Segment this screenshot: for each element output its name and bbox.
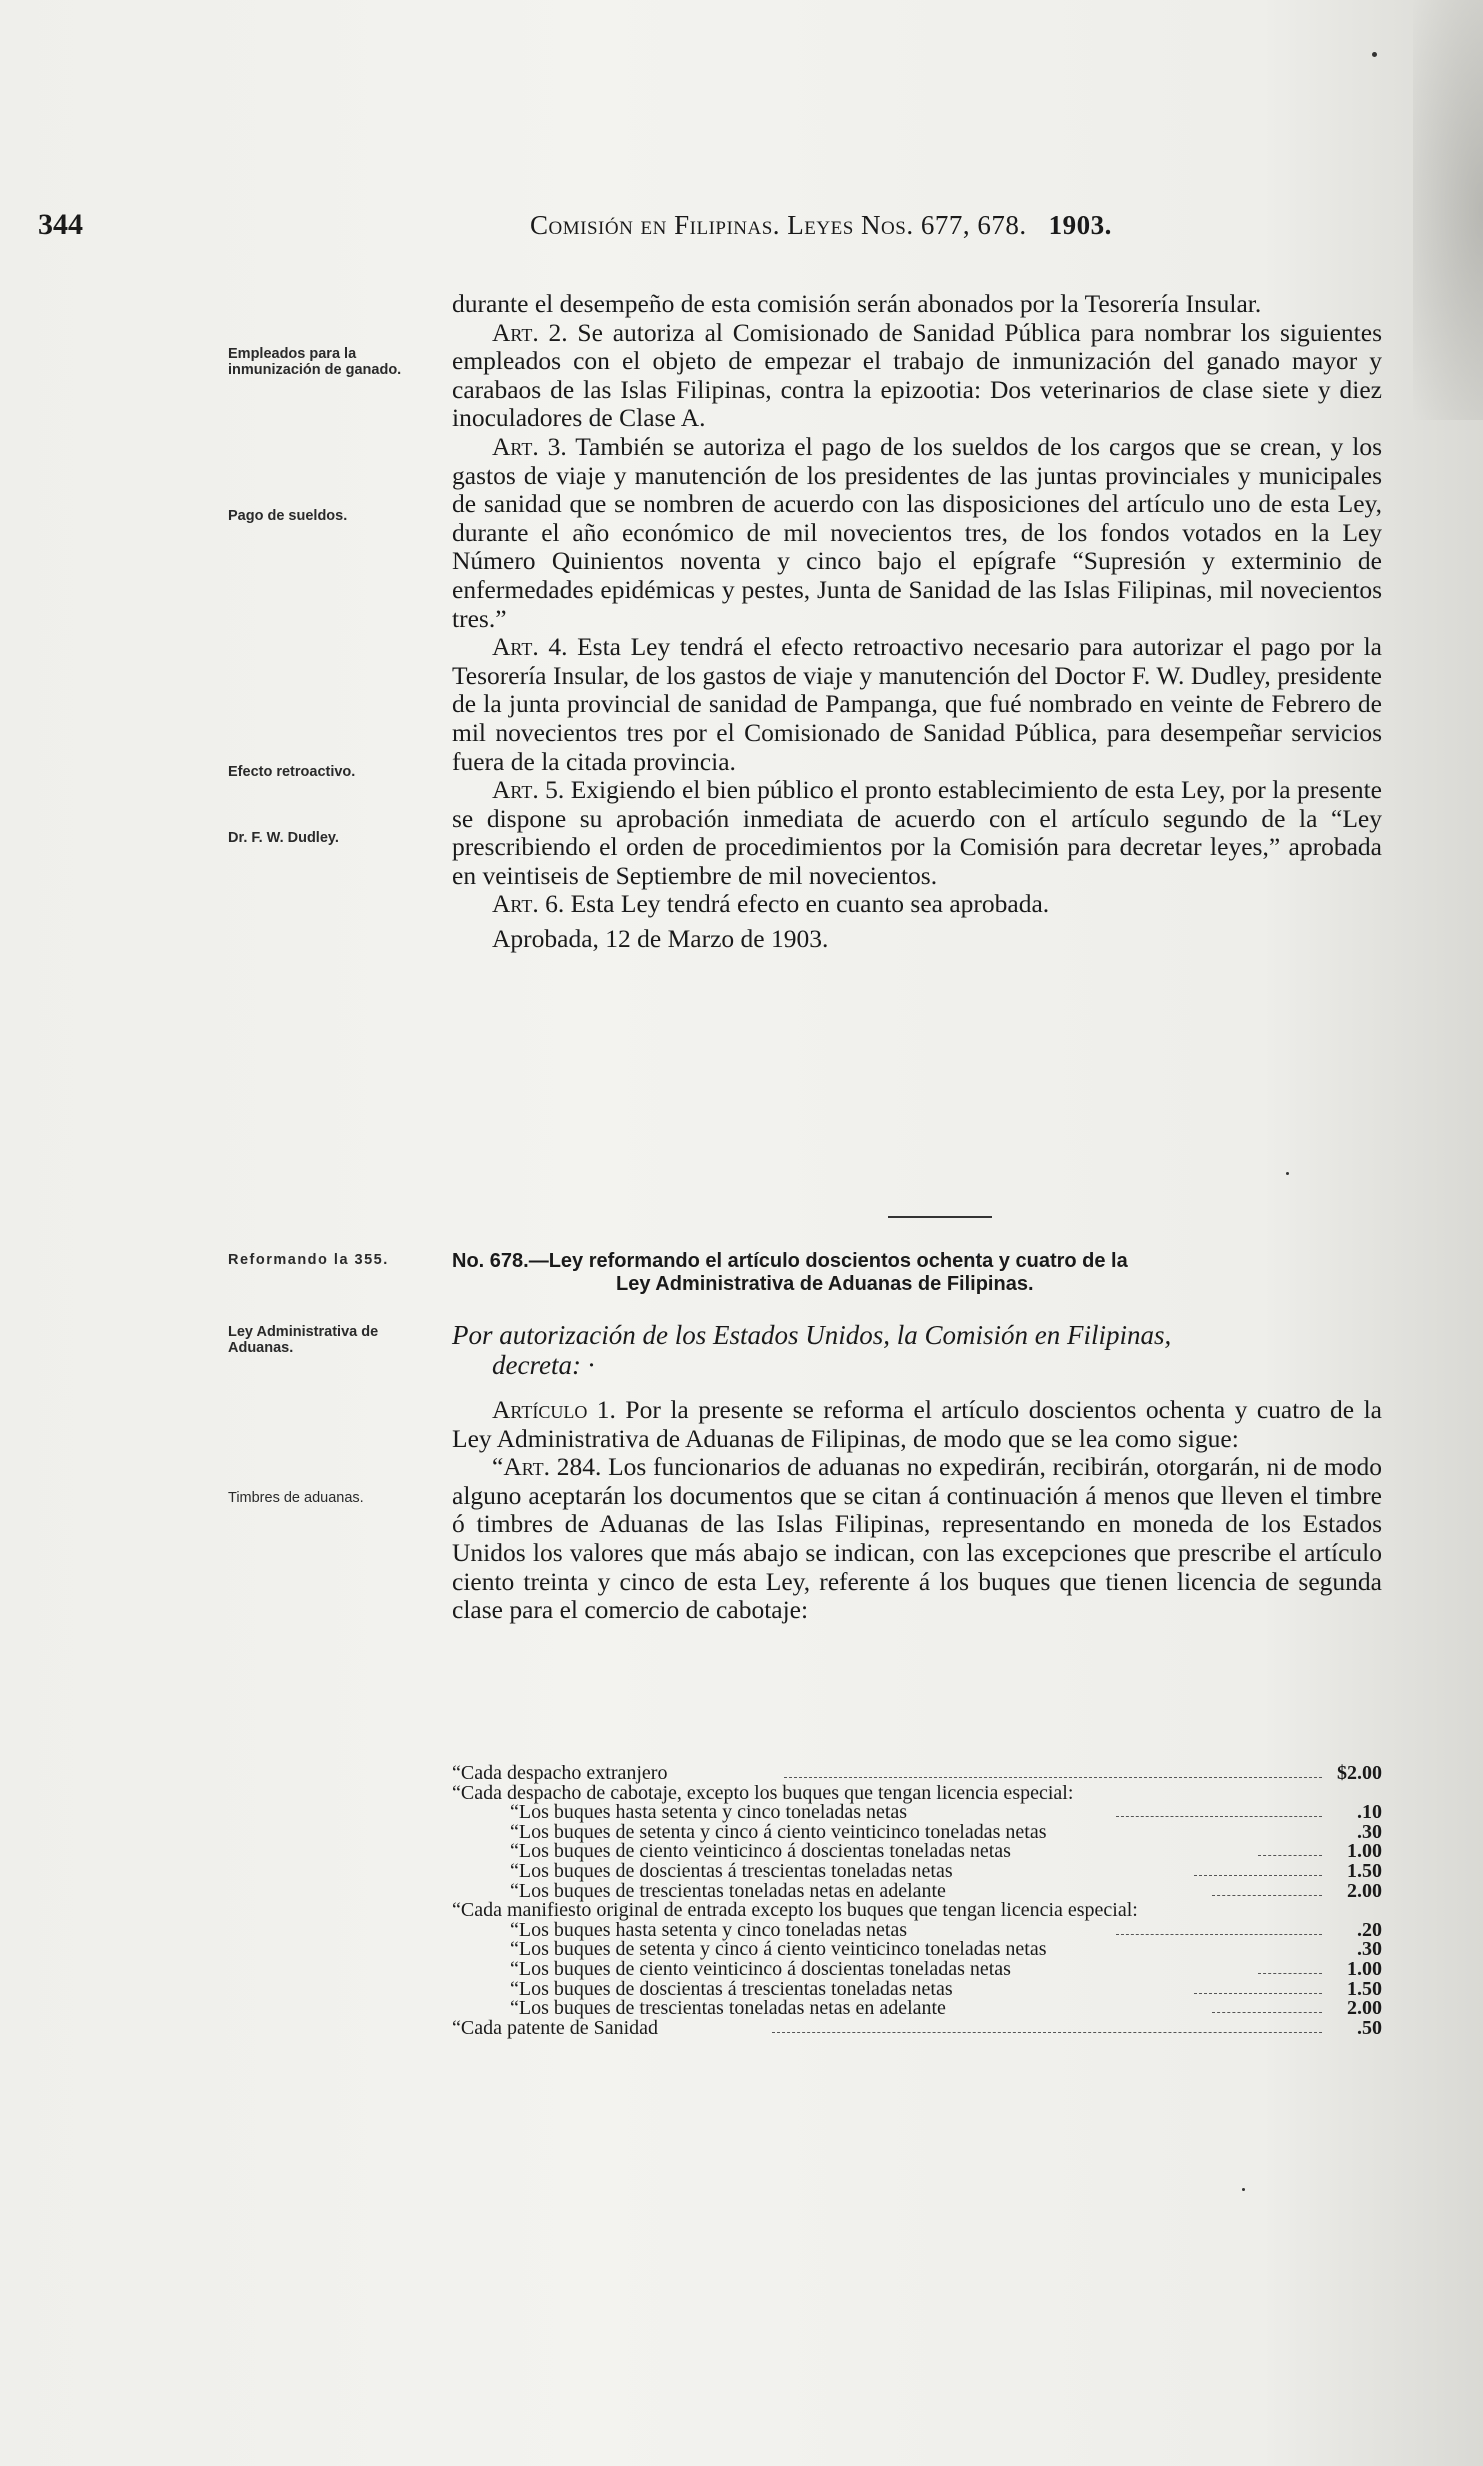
art-5-label: Art. 5. <box>492 775 565 805</box>
tariff-label: “Los buques de trescientas toneladas netas en adelante <box>510 1997 946 2020</box>
tariff-amount: 1.00 <box>1347 1840 1382 1863</box>
paragraph-art-4 <box>452 633 1382 776</box>
scan-speck <box>1286 1172 1289 1175</box>
tariff-label: “Los buques hasta setenta y cinco toneladas netas <box>510 1801 908 1824</box>
art-6-text: Esta Ley tendrá efecto en cuanto sea aprobada. <box>570 889 1050 919</box>
body-text-ley-678 <box>452 1396 1382 1625</box>
tariff-amount: .30 <box>1357 1820 1382 1843</box>
leader-dots <box>1116 1816 1322 1817</box>
paragraph-art-3 <box>452 433 1382 633</box>
paragraph-art-5 <box>452 776 1382 890</box>
leader-dots <box>784 1777 1322 1778</box>
tariff-heading-manifiesto <box>452 1901 1382 1921</box>
tariff-amount: 1.50 <box>1347 1859 1382 1882</box>
tariff-row <box>452 1999 1382 2019</box>
paragraph-art-6 <box>452 890 1382 919</box>
paragraph-art-284 <box>452 1453 1382 1625</box>
scan-shadow <box>1413 0 1483 420</box>
leader-dots <box>1212 2012 1322 2013</box>
art-3-label: Art. 3. <box>492 431 567 461</box>
paragraph-art-2 <box>452 319 1382 433</box>
sidenote-timbres: Timbres de aduanas. <box>228 1490 364 1506</box>
leader-dots <box>1194 1993 1322 1994</box>
tariff-label: “Los buques de doscientas á trescientas toneladas netas <box>510 1977 953 2000</box>
sidenote-empleados: Empleados para la inmunización de ganado. <box>228 346 402 378</box>
tariff-amount: .30 <box>1357 1938 1382 1961</box>
running-title-text: Comisión en Filipinas. Leyes Nos. 677, 678. <box>530 210 1027 240</box>
scan-speck <box>1372 52 1377 57</box>
tariff-amount: .20 <box>1357 1918 1382 1941</box>
leader-dots <box>1212 1895 1322 1896</box>
sidenote-reformando: Reformando la 355. <box>228 1252 389 1268</box>
tariff-label: “Los buques de ciento veinticinco á doscientas toneladas netas <box>510 1840 1011 1863</box>
tariff-label: “Los buques de doscientas á trescientas toneladas netas <box>510 1859 953 1882</box>
tariff-amount: .10 <box>1357 1801 1382 1824</box>
tariff-row <box>452 1803 1382 1823</box>
tariff-amount: 2.00 <box>1347 1997 1382 2020</box>
body-text-ley-677 <box>452 290 1382 954</box>
tariff-amount: 1.50 <box>1347 1977 1382 2000</box>
scan-speck <box>1242 2188 1245 2191</box>
page-number: 344 <box>38 208 83 241</box>
decree-line1: Por autorización de los Estados Unidos, la Comisión en Filipinas, <box>452 1320 1172 1350</box>
tariff-label: “Cada despacho extranjero <box>452 1762 668 1784</box>
act-678-title <box>452 1250 1382 1296</box>
tariff-row <box>452 1957 1382 1980</box>
approval-date: Aprobada, 12 de Marzo de 1903. <box>492 924 829 954</box>
running-title <box>530 210 1112 241</box>
tariff-amount: 2.00 <box>1347 1879 1382 1902</box>
section-divider <box>888 1216 992 1218</box>
act-678-title-line2: Ley Administrativa de Aduanas de Filipinas. <box>616 1273 1034 1295</box>
leader-dots <box>772 2032 1322 2033</box>
sidenote-ley-admin: Ley Administrativa de Aduanas. <box>228 1324 379 1356</box>
paragraph-articulo-1 <box>452 1396 1382 1453</box>
leader-dots <box>1258 1973 1322 1974</box>
stamp-tariff-table <box>452 1764 1382 2038</box>
decree-formula <box>452 1320 1382 1380</box>
tariff-row <box>452 1859 1382 1882</box>
art-284-label: “Art. 284. <box>492 1452 602 1482</box>
tariff-row-patente <box>452 2016 1382 2039</box>
act-678-title-line1: No. 678.—Ley reformando el artículo doscientos ochenta y cuatro de la <box>452 1250 1128 1272</box>
sidenote-pago: Pago de sueldos. <box>228 508 348 524</box>
tariff-amount: .50 <box>1357 2016 1382 2039</box>
leader-dots <box>1194 1875 1322 1876</box>
art-4-label: Art. 4. <box>492 632 568 662</box>
sidenote-efecto: Efecto retroactivo. <box>228 764 356 780</box>
tariff-amount: 1.00 <box>1347 1957 1382 1980</box>
art-6-label: Art. 6. <box>492 889 565 919</box>
art-3-text: También se autoriza el pago de los sueldos de los cargos que se crean, y los gastos de viaje y manutención de los presidentes de las juntas provinciales y municipales de sanidad que se nombren de acuerdo con las disposiciones del artículo uno de esta Ley, durante el año económico de mil novecientos tres, de los fondos votados en la Ley Número Quinientos noventa y cinco bajo el epígrafe “Supresión y exterminio de enfermedades epidémicas y pestes, Junta de Sanidad de las Islas Filipinas, mil novecientos tres.” <box>452 431 1382 633</box>
tariff-label: “Los buques hasta setenta y cinco toneladas netas <box>510 1918 908 1941</box>
tariff-label: “Los buques de setenta y cinco á ciento veinticinco toneladas netas <box>510 1820 1047 1843</box>
articulo-1-text: Por la presente se reforma el artículo doscientos ochenta y cuatro de la Ley Administrativa de Aduanas de Filipinas, de modo que se lea como sigue: <box>452 1395 1382 1453</box>
paragraph-continuation: durante el desempeño de esta comisión serán abonados por la Tesorería Insular. <box>452 289 1262 318</box>
tariff-label: “Los buques de ciento veinticinco á doscientas toneladas netas <box>510 1957 1011 1980</box>
leader-dots <box>1258 1855 1322 1856</box>
tariff-amount: $2.00 <box>1337 1762 1382 1784</box>
running-header <box>38 208 1328 244</box>
decree-line2: decreta: · <box>492 1350 595 1380</box>
art-2-text: Se autoriza al Comisionado de Sanidad Pública para nombrar los siguientes empleados con el objeto de empezar el trabajo de inmunización del ganado mayor y carabaos de las Islas Filipinas, contra la epizootia: Dos veterinarios de clase siete y diez inoculadores de Clase A. <box>452 317 1383 433</box>
tariff-row-despacho-extranjero <box>452 1764 1382 1784</box>
sidenote-dudley: Dr. F. W. Dudley. <box>228 830 339 846</box>
art-284-text: Los funcionarios de aduanas no expedirán, recibirán, otorgarán, ni de modo alguno aceptarán los documentos que se citan á continuación á menos que lleven el timbre ó timbres de Aduanas de las Islas Filipinas, representando en moneda de los Estados Unidos los valores que más abajo se indican, con las excepciones que prescribe el artículo ciento treinta y cinco de esta Ley, referente á los buques que tienen licencia de segunda clase para el comercio de cabotaje: <box>452 1452 1382 1625</box>
art-2-label: Art. 2. <box>492 317 568 347</box>
art-5-text: Exigiendo el bien público el pronto establecimiento de esta Ley, por la presente se dispone su aprobación inmediata de acuerdo con el artículo segundo de la “Ley prescribiendo el orden de procedimientos por la Comisión para decretar leyes,” aprobada en veintiseis de Septiembre de mil novecientos. <box>452 775 1382 890</box>
tariff-row <box>452 1940 1382 1960</box>
tariff-heading-text: “Cada manifiesto original de entrada excepto los buques que tengan licencia especial: <box>452 1899 1138 1922</box>
tariff-label: “Cada patente de Sanidad <box>452 2016 659 2039</box>
articulo-1-label: Artículo 1. <box>492 1395 616 1424</box>
art-4-text: Esta Ley tendrá el efecto retroactivo necesario para autorizar el pago por la Tesorería Insular, de los gastos de viaje y manutención del Doctor F. W. Dudley, presidente de la junta provincial de sanidad de Pampanga, que fué nombrado en veinte de Febrero de mil novecientos tres por el Comisionado de Sanidad Pública, para desempeñar servicios fuera de la citada provincia. <box>452 632 1382 776</box>
tariff-heading-text: “Cada despacho de cabotaje, excepto los buques que tengan licencia especial: <box>452 1781 1074 1804</box>
leader-dots <box>1116 1934 1322 1935</box>
tariff-label: “Los buques de setenta y cinco á ciento veinticinco toneladas netas <box>510 1938 1047 1961</box>
tariff-label: “Los buques de trescientas toneladas netas en adelante <box>510 1879 946 1902</box>
running-year: 1903. <box>1048 210 1112 240</box>
